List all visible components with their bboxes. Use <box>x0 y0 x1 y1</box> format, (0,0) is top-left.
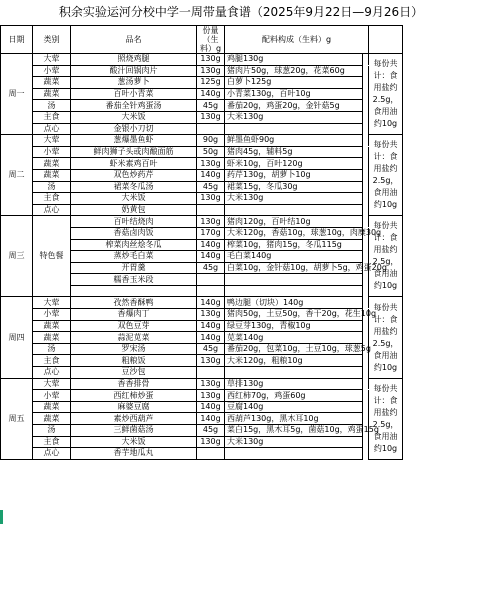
category-cell: 汤 <box>33 181 71 193</box>
dish-cell: 开胃羹 <box>71 262 197 274</box>
category-cell: 大荤 <box>33 297 71 309</box>
gap-cell <box>363 158 369 170</box>
ingredients-cell: 绿豆芽130g，青椒10g <box>225 320 363 332</box>
dish-cell <box>71 285 197 297</box>
dish-cell: 双色炒药芹 <box>71 169 197 181</box>
portion-cell: 45g <box>197 100 225 112</box>
category-cell: 主食 <box>33 193 71 205</box>
ingredients-cell <box>225 448 363 460</box>
category-cell: 小荤 <box>33 309 71 321</box>
gap-cell <box>363 448 369 460</box>
category-cell: 主食 <box>33 355 71 367</box>
gap-cell <box>363 332 369 344</box>
dish-cell: 麻婆豆腐 <box>71 401 197 413</box>
portion-cell: 90g <box>197 135 225 147</box>
header-ingredients: 配料构成（生料）g <box>225 26 369 54</box>
gap-cell <box>363 239 369 251</box>
table-row <box>1 135 483 147</box>
dish-cell: 大米饭 <box>71 111 197 123</box>
gap-cell <box>363 355 369 367</box>
gap-cell <box>363 413 369 425</box>
ingredients-cell <box>225 123 363 135</box>
dish-cell: 双色豆芽 <box>71 320 197 332</box>
portion-cell: 45g <box>197 343 225 355</box>
category-cell: 小荤 <box>33 390 71 402</box>
dish-cell: 奶黄包 <box>71 204 197 216</box>
dish-cell: 香芋地瓜丸 <box>71 448 197 460</box>
portion-cell: 130g <box>197 378 225 390</box>
dish-cell: 百叶小青菜 <box>71 88 197 100</box>
portion-cell: 170g <box>197 227 225 239</box>
ingredients-cell <box>225 204 363 216</box>
portion-cell: 130g <box>197 436 225 448</box>
category-cell: 蔬菜 <box>33 401 71 413</box>
gap-cell <box>363 111 369 123</box>
gap-cell <box>363 100 369 112</box>
header-portion: 份量（生料）g <box>197 26 225 54</box>
category-cell: 蔬菜 <box>33 332 71 344</box>
category-cell: 蔬菜 <box>33 88 71 100</box>
dish-cell: 香香排骨 <box>71 378 197 390</box>
portion-cell: 130g <box>197 355 225 367</box>
gap-cell <box>363 285 369 297</box>
gap-cell <box>363 77 369 89</box>
day-label: 周四 <box>1 297 33 378</box>
nutrition-note: 每份共计：食用盐约2.5g，食用油约10g <box>369 216 403 297</box>
dish-cell: 照烧鸡腿 <box>71 54 197 66</box>
category-cell: 点心 <box>33 204 71 216</box>
ingredients-cell: 豆腐140g <box>225 401 363 413</box>
portion-cell <box>197 367 225 379</box>
category-cell: 汤 <box>33 425 71 437</box>
category-cell: 主食 <box>33 111 71 123</box>
dish-cell: 香菇卤肉饭 <box>71 227 197 239</box>
category-cell: 汤 <box>33 343 71 355</box>
dish-cell: 西红柿炒蛋 <box>71 390 197 402</box>
dish-cell: 孜然香酥鸭 <box>71 297 197 309</box>
dish-cell: 酸汁回锅肉片 <box>71 65 197 77</box>
dish-cell: 豆沙包 <box>71 367 197 379</box>
dish-cell: 大米饭 <box>71 436 197 448</box>
right-spacer <box>403 54 483 135</box>
special-meal-label: 特色餐 <box>33 216 71 297</box>
ingredients-cell: 鸡腿130g <box>225 54 363 66</box>
ingredients-cell: 裙菜15g，冬瓜30g <box>225 181 363 193</box>
gap-cell <box>363 274 369 286</box>
portion-cell: 130g <box>197 111 225 123</box>
gap-cell <box>363 123 369 135</box>
portion-cell: 130g <box>197 216 225 228</box>
day-label: 周一 <box>1 54 33 135</box>
portion-cell: 45g <box>197 262 225 274</box>
category-cell: 小荤 <box>33 146 71 158</box>
dish-cell: 葱汤萝卜 <box>71 77 197 89</box>
category-cell: 蔬菜 <box>33 169 71 181</box>
portion-cell: 140g <box>197 332 225 344</box>
ingredients-cell: 菜白15g，黑木耳5g，菌菇10g，鸡蛋15g <box>225 425 363 437</box>
ingredients-cell: 番茄20g，鸡蛋20g，金针菇5g <box>225 100 363 112</box>
dish-cell: 裙菜冬瓜汤 <box>71 181 197 193</box>
ingredients-cell: 大米120g，香菇10g，球葱10g，肉糜30g <box>225 227 363 239</box>
ingredients-cell: 大米130g <box>225 193 363 205</box>
category-cell: 点心 <box>33 123 71 135</box>
page-title: 积余实验运河分校中学一周带量食谱（2025年9月22日—9月26日） <box>58 5 424 19</box>
dish-cell: 番茄全针鸡蛋汤 <box>71 100 197 112</box>
portion-cell <box>197 285 225 297</box>
nutrition-note: 每份共计：食用盐约2.5g，食用油约10g <box>369 54 403 135</box>
dish-cell: 粗粮饭 <box>71 355 197 367</box>
dish-cell: 素炒西葫芦 <box>71 413 197 425</box>
category-cell: 蔬菜 <box>33 77 71 89</box>
dish-cell: 葱爆墨鱼虾 <box>71 135 197 147</box>
ingredients-cell: 猪肉45g，辅料5g <box>225 146 363 158</box>
day-label: 周二 <box>1 135 33 216</box>
gap-cell <box>363 204 369 216</box>
portion-cell: 45g <box>197 181 225 193</box>
header-row <box>1 26 483 54</box>
gap-cell <box>363 65 369 77</box>
dish-cell: 虾米素鸡百叶 <box>71 158 197 170</box>
right-spacer <box>403 297 483 378</box>
ingredients-cell: 虾米10g，百叶120g <box>225 158 363 170</box>
category-cell: 蔬菜 <box>33 413 71 425</box>
table-row <box>1 54 483 66</box>
gap-cell <box>363 88 369 100</box>
ingredients-cell: 小青菜130g，百叶10g <box>225 88 363 100</box>
dish-cell: 鲜肉狮子头或肉酿面筋 <box>71 146 197 158</box>
ingredients-cell: 猪肉片50g，球葱20g，花菜60g <box>225 65 363 77</box>
right-spacer <box>403 378 483 459</box>
header-dish: 品名 <box>71 26 197 54</box>
nutrition-note: 每份共计：食用盐约2.5g，食用油约10g <box>369 135 403 216</box>
gap-cell <box>363 390 369 402</box>
day-label: 周五 <box>1 378 33 459</box>
portion-cell: 140g <box>197 401 225 413</box>
ingredients-cell: 西葫芦130g，黑木耳10g <box>225 413 363 425</box>
ingredients-cell: 大米130g <box>225 436 363 448</box>
day-label: 周三 <box>1 216 33 297</box>
nutrition-note: 每份共计：食用盐约2.5g，食用油约10g <box>369 297 403 378</box>
ingredients-cell: 草排130g <box>225 378 363 390</box>
header-spacer <box>403 26 483 54</box>
ingredients-cell: 白萝卜125g <box>225 77 363 89</box>
gap-cell <box>363 401 369 413</box>
nutrition-note: 每份共计：食用盐约2.5g，食用油约10g <box>369 378 403 459</box>
portion-cell: 130g <box>197 54 225 66</box>
gap-cell <box>363 193 369 205</box>
ingredients-cell: 猪肉120g，百叶结10g <box>225 216 363 228</box>
portion-cell: 130g <box>197 309 225 321</box>
ingredients-cell: 苋菜140g <box>225 332 363 344</box>
category-cell: 大荤 <box>33 135 71 147</box>
ingredients-cell: 西红柿70g，鸡蛋60g <box>225 390 363 402</box>
portion-cell: 140g <box>197 88 225 100</box>
ingredients-cell: 鸭边腿（切块）140g <box>225 297 363 309</box>
dish-cell: 榨菜肉丝烩冬瓜 <box>71 239 197 251</box>
category-cell: 蔬菜 <box>33 320 71 332</box>
category-cell: 小荤 <box>33 65 71 77</box>
portion-cell: 125g <box>197 77 225 89</box>
gap-cell <box>363 251 369 263</box>
portion-cell: 140g <box>197 239 225 251</box>
portion-cell: 45g <box>197 425 225 437</box>
ingredients-cell: 大米130g <box>225 111 363 123</box>
table-row <box>1 297 483 309</box>
row-marker <box>0 510 3 524</box>
portion-cell <box>197 274 225 286</box>
header-category: 类别 <box>33 26 71 54</box>
gap-cell <box>363 181 369 193</box>
portion-cell <box>197 448 225 460</box>
ingredients-cell <box>225 367 363 379</box>
table-row <box>1 216 483 228</box>
portion-cell: 130g <box>197 65 225 77</box>
portion-cell: 130g <box>197 390 225 402</box>
ingredients-cell: 番茄20g，包菜10g，土豆10g，球葱5g <box>225 343 363 355</box>
dish-cell: 罗宋汤 <box>71 343 197 355</box>
portion-cell: 140g <box>197 413 225 425</box>
ingredients-cell <box>225 274 363 286</box>
portion-cell: 140g <box>197 169 225 181</box>
category-cell: 蔬菜 <box>33 158 71 170</box>
category-cell: 大荤 <box>33 54 71 66</box>
portion-cell: 130g <box>197 158 225 170</box>
gap-cell <box>363 436 369 448</box>
category-cell: 主食 <box>33 436 71 448</box>
category-cell: 大荤 <box>33 378 71 390</box>
gap-cell <box>363 146 369 158</box>
right-spacer <box>403 216 483 297</box>
portion-cell: 130g <box>197 193 225 205</box>
ingredients-cell <box>225 285 363 297</box>
ingredients-cell: 白菜10g，金针菇10g，胡萝卜5g，鸡蛋20g <box>225 262 363 274</box>
ingredients-cell: 毛白菜140g <box>225 251 363 263</box>
ingredients-cell: 榨菜10g，猪肉15g，冬瓜115g <box>225 239 363 251</box>
portion-cell <box>197 123 225 135</box>
table-row <box>1 378 483 390</box>
dish-cell: 百叶结烧肉 <box>71 216 197 228</box>
menu-body <box>1 54 483 460</box>
category-cell: 点心 <box>33 448 71 460</box>
ingredients-cell: 鲜墨鱼虾90g <box>225 135 363 147</box>
right-spacer <box>403 135 483 216</box>
portion-cell: 50g <box>197 146 225 158</box>
portion-cell: 140g <box>197 320 225 332</box>
header-note <box>369 26 403 54</box>
dish-cell: 大米饭 <box>71 193 197 205</box>
portion-cell <box>197 204 225 216</box>
portion-cell: 140g <box>197 251 225 263</box>
dish-cell: 三鲜菌菇汤 <box>71 425 197 437</box>
category-cell: 汤 <box>33 100 71 112</box>
dish-cell: 香爆肉丁 <box>71 309 197 321</box>
ingredients-cell: 药芹130g，胡萝卜10g <box>225 169 363 181</box>
menu-table <box>0 25 483 460</box>
category-cell: 点心 <box>33 367 71 379</box>
dish-cell: 蒸炒毛白菜 <box>71 251 197 263</box>
dish-cell: 蒜泥苋菜 <box>71 332 197 344</box>
dish-cell: 糯香玉米段 <box>71 274 197 286</box>
ingredients-cell: 大米120g，粗粮10g <box>225 355 363 367</box>
ingredients-cell: 猪肉50g，土豆50g，香干20g，花生10g <box>225 309 363 321</box>
gap-cell <box>363 169 369 181</box>
portion-cell: 140g <box>197 297 225 309</box>
gap-cell <box>363 367 369 379</box>
dish-cell: 金银小刀切 <box>71 123 197 135</box>
header-date: 日期 <box>1 26 33 54</box>
gap-cell <box>363 320 369 332</box>
